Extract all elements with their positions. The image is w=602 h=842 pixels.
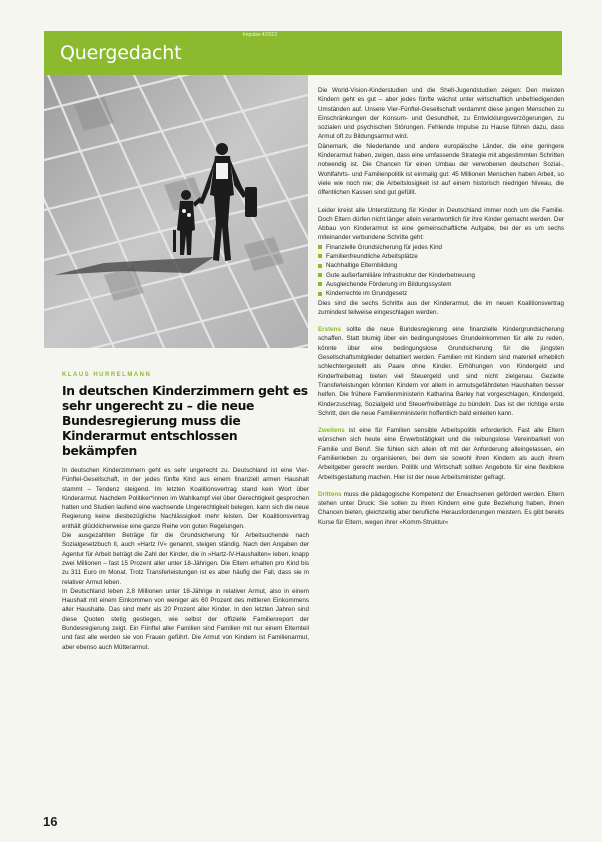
list-item: Kinderrechte im Grundgesetz — [318, 289, 564, 298]
body-paragraph: Dies sind die sechs Schritte aus der Kinderarmut, die im neuen Koalitionsvertrag zumindest teilweise eingeschlagen werden. — [318, 299, 564, 316]
body-paragraph: In Deutschland leben 2,8 Millionen unter 18-Jährige in relativer Armut, also in einem Haushalt mit einem Einkommen von weniger als 60 Prozent des mittleren Einkommens aller Haushalte. Das sind mehr als 20 Prozent aller Kinder. In den letzten Jahren sind diese Quoten stetig gestiegen, wie selbst der offizielle Familienreport der Bundesregierung zeigt. Ein Fünftel aller Familien sind Familien mit nur einem Elternteil und fast alle werden sie von Frauen geführt. Die Armut von Kindern ist Familienarmut, aber ebenso auch Mütterarmut. — [62, 587, 309, 651]
article-photo — [44, 75, 308, 348]
square-bullet-lead: Drittens — [318, 490, 342, 498]
body-paragraph: Die World-Vision-Kinderstudien und die Shell-Jugendstudien zeigen: Den meisten Kindern geht es gut – aber jedes fünfte wächst unter wirtschaftlich unbefriedigenden Umständen auf. Unsere Vier-Fünftel-Gesellschaft verdammt diese jungen Menschen zu Einschränkungen der Konsum- und Gesundheit, zu Entwicklungsverzögerungen, zu sozialen und psychischen Störungen. Fehlende Impulse zu Hause führen dazu, dass Armut oft zu Bildungsarmut wird. — [318, 87, 564, 141]
square-bullet-lead: Zweitens — [318, 427, 345, 435]
body-paragraph: Leider kreist alle Unterstützung für Kinder in Deutschland immer noch um die Familie. Doch Eltern dürfen nicht länger allein verantwortlich für ihre Kinder gemacht werden. Der Abbau von Kinderarmut ist eine gemeinschaftliche Aufgabe, bei der es um sechs miteinander verbundene Schritte geht: — [318, 206, 564, 242]
body-paragraph: In deutschen Kinderzimmern geht es sehr ungerecht zu. Deutschland ist eine Vier-Fünftel-Gesellschaft, in der jedes fünfte Kind aus einem finanziell armen Haushalt stammt – Tendenz steigend. Im letzten Koalitionsvertrag stand kein Wort über Kinderarmut. Nachdem Politiker*innen im Wahlkampf viel über Gerechtigkeit gesprochen hatten und Studien laufend eine wachsende Ungerechtigkeit belegen, kann sich die neue Regierung keine diesbezügliche Nachlässigkeit mehr leisten. Der Koalitionsvertrag enthält glücklicherweise eine ganze Reihe von guten Regelungen. — [62, 467, 309, 530]
author-byline: KLAUS HURRELMANN — [62, 372, 152, 378]
list-item: Ausgleichende Förderung im Bildungssystem — [318, 280, 564, 289]
section-title: Quergedacht — [60, 42, 182, 64]
article-headline: In deutschen Kinderzimmern geht es sehr ungerecht zu – die neue Bundesregierung muss die Kinderarmut entschlossen bekämpfen — [62, 384, 308, 458]
drittens-text: muss die pädagogische Kompetenz der Erwachsenen gefördert werden. Eltern stehen unter Druck: Sie sollen zu ihren Kindern eine gute Beziehung haben, ihnen Chancen bieten, gleichzeitig aber berufliche Herausforderungen meistern. Es gibt bereits Kurse für Eltern, wegen ihrer »Komm-Struktur« — [318, 490, 564, 526]
body-paragraph: Die ausgezahlten Beträge für die Grundsicherung für Arbeitsuchende nach Sozialgesetzbuch II, auch »Hartz IV« genannt, steigen ständig. Nach den Angaben der Agentur für Arbeit beträgt die Zahl der Kinder, die in »Hartz-IV-Haushalten« leben, knapp zwei Millionen – fast 15 Prozent aller unter 18-Jährigen. Die Eltern erhalten pro Kind bis zu 311 Euro im Monat. Trotz Transferleistungen ist es aber häufig der Fall, dass sie in relativer Armut leben. — [62, 532, 309, 586]
erstens-text: sollte die neue Bundesregierung eine finanzielle Kindergrundsicherung schaffen. Statt blumig über ein bedingungsloses Grundeinkommen für alle zu reden, könnte über eine bedingungslose Grundsicherung für die jüngsten Gesellschaftsmitglieder debattiert werden. Familien mit Kindern sind materiell erheblich schlechtergestellt als Paare ohne Kinder. Erhöhungen von Kindergeld und Kinderfreibetrag bieten viel Steuergeld und sind nicht zielgenau. Gezielte Transferleistungen könnten Kindern vor allem in armutsgefährdeten Haushalten besser helfen. Die frühere Familienministerin Katharina Barley hat vorgeschlagen, Kindergeld, Kinderzuschlag, Sozialgeld und Steuerfreibeträge zu bündeln. Das ist der richtige erste Schritt, den die neue Familienministerin hoffentlich bald einleiten kann. — [318, 326, 564, 417]
list-item: Finanzielle Grundsicherung für jedes Kind — [318, 243, 564, 252]
erstens-paragraph — [318, 325, 564, 418]
zweitens-text: ist eine für Familien sensible Arbeitspolitik erforderlich. Fast alle Eltern wünschen sich heute eine Erwerbstätigkeit und die reibungslose Vereinbarkeit von Familie und Beruf. Sie fühlen sich allein oft mit der Anforderung alleingelassen, ein Familienleben zu organisieren, bei dem sie sowohl ihren Kindern als auch ihrem Arbeitgeber gerecht werden. Politik und Wirtschaft sollten Angebote für eine flexiblere Arbeitsgestaltung machen. Hier ist der neue Arbeitsminister gefragt. — [318, 427, 564, 481]
list-item: Nachhaltige Elternbildung — [318, 261, 564, 270]
square-bullet-lead: Erstens — [318, 326, 341, 334]
photo-parent-child-walking — [44, 75, 308, 348]
list-item: Gute außerfamiliäre Infrastruktur der Kinderbetreuung — [318, 271, 564, 280]
page-number: 16 — [43, 814, 58, 829]
issue-label: Impulse 4/2013 — [242, 32, 278, 38]
body-paragraph: Dänemark, die Niederlande und andere europäische Länder, die eine geringere Kinderarmut haben, zeigen, dass eine umfassende Strategie mit abgestimmten Schritten notwendig ist. Die Chancen für einen Umbau der verwobenen deutschen Sozial-, Wohlfahrts- und Familienpolitik ist einmalig gut: 45 Millionen Menschen haben Arbeit, so viele wie noch nie; die Arbeitslosigkeit ist auf einem historisch niedrigen Niveau, die öffentlichen Kassen sind gut gefüllt. — [318, 142, 564, 197]
zweitens-paragraph — [318, 426, 564, 482]
list-item: Familienfreundliche Arbeitsplätze — [318, 252, 564, 261]
drittens-paragraph — [318, 490, 564, 527]
steps-list — [318, 243, 564, 299]
left-column — [62, 466, 309, 652]
right-column — [318, 86, 564, 527]
